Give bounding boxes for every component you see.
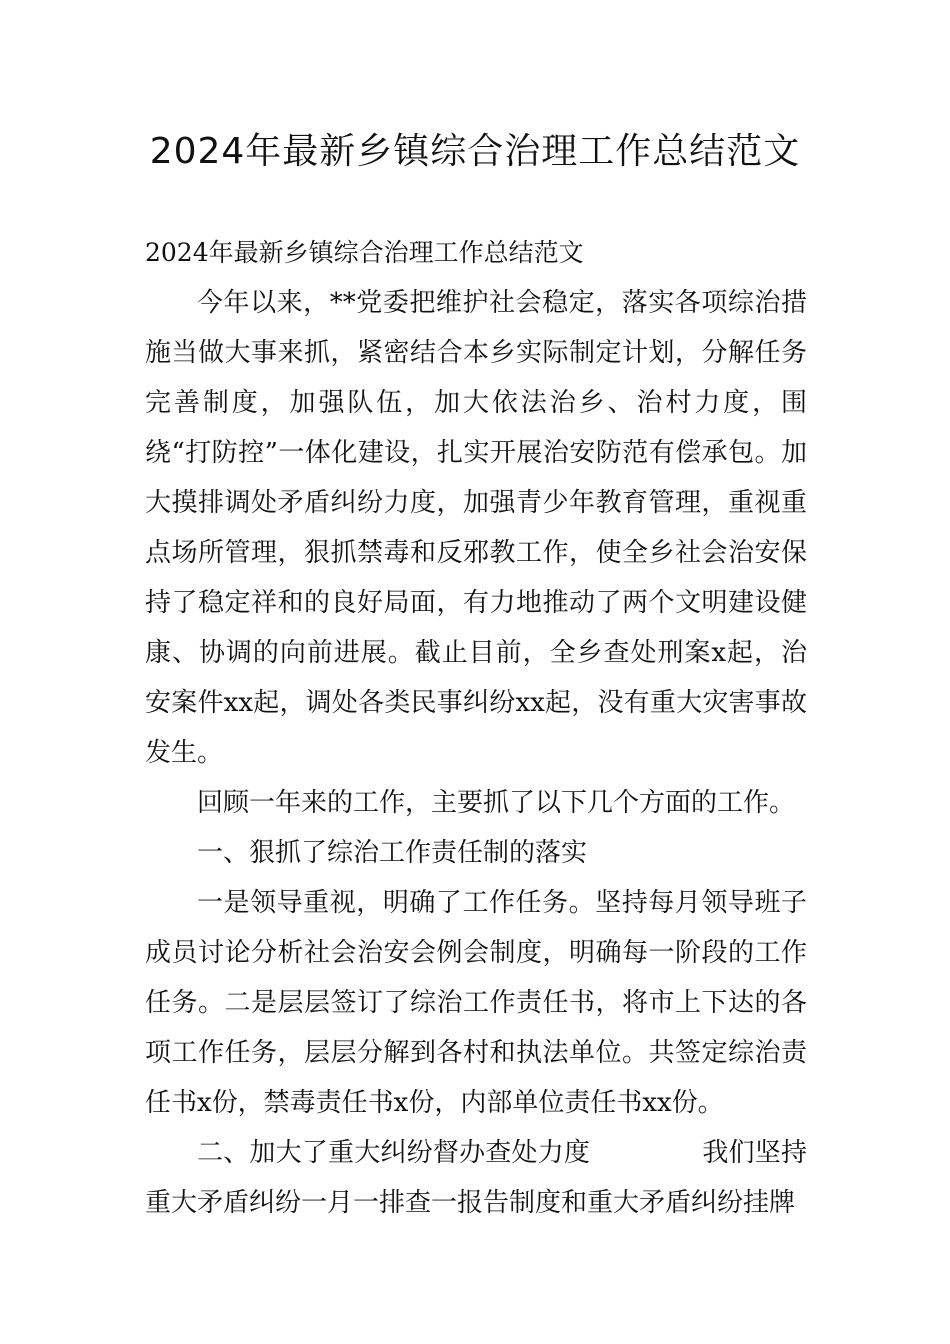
section-heading-one: 一、狠抓了综治工作责任制的落实 (197, 838, 588, 868)
section-heading-two: 二、加大了重大纠纷督办查处力度 (197, 1138, 591, 1168)
document-body (145, 228, 807, 1228)
document-title: 2024年最新乡镇综合治理工作总结范文 (149, 131, 801, 172)
paragraph-review: 回顾一年来的工作，主要抓了以下几个方面的工作。 (197, 788, 796, 818)
paragraph-intro: 今年以来，**党委把维护社会稳定，落实各项综治措施当做大事来抓，紧密结合本乡实际制定计划，分解任务完善制度，加强队伍，加大依法治乡、治村力度，围绕“打防控”一体化建设，扎实开展治安防范有偿承包。加大摸排调处矛盾纠纷力度，加强青少年教育管理，重视重点场所管理，狠抓禁毒和反邪教工作，使全乡社会治安保持了稳定祥和的良好局面，有力地推动了两个文明建设健康、协调的向前进展。截止目前，全乡查处刑案x起，治安案件xx起，调处各类民事纠纷xx起，没有重大灾害事故发生。 (145, 288, 807, 768)
document-subtitle: 2024年最新乡镇综合治理工作总结范文 (145, 238, 584, 267)
paragraph-responsibility: 一是领导重视，明确了工作任务。坚持每月领导班子成员讨论分析社会治安会例会制度，明确每一阶段的工作任务。二是层层签订了综治工作责任书，将市上下达的各项工作任务，层层分解到各村和执法单位。共签定综治责任书x份，禁毒责任书x份，内部单位责任书xx份。 (145, 888, 807, 1118)
paragraph-section-two (145, 1128, 807, 1228)
section-two-text: 我们坚持重大矛盾纠纷一月一排查一报告制度和重大矛盾纠纷挂牌 (145, 1138, 807, 1218)
